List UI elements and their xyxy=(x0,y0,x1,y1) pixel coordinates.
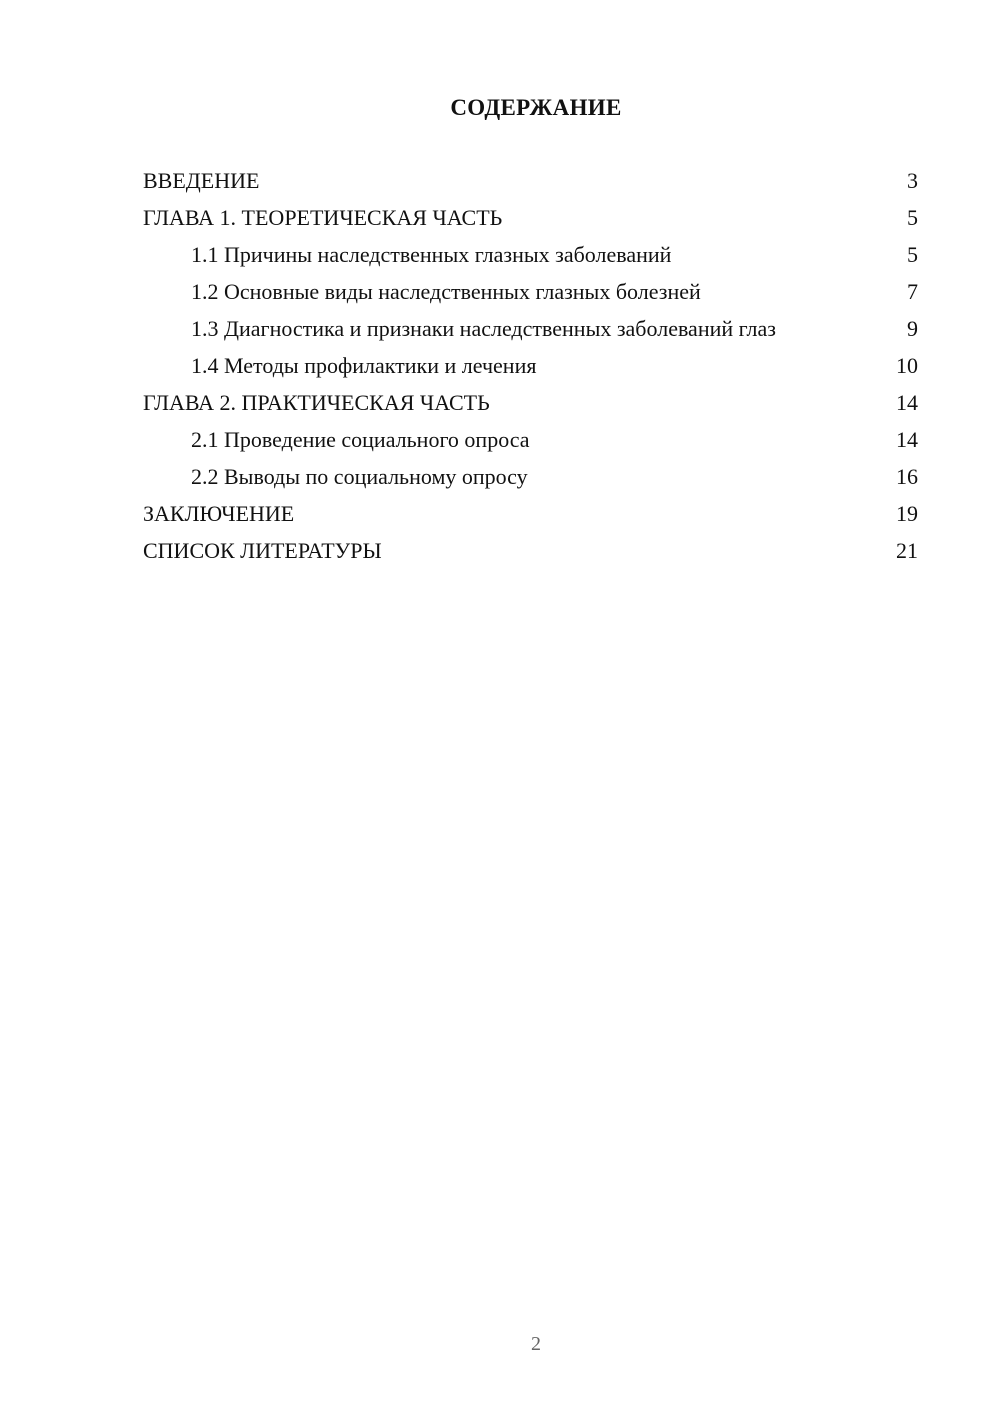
toc-entry-label: 1.4 Методы профилактики и лечения xyxy=(191,353,537,378)
toc-entry-section-2-1[interactable] xyxy=(143,427,918,453)
toc-entry-section-1-4[interactable] xyxy=(143,353,918,379)
toc-entry-section-1-1[interactable] xyxy=(143,242,918,268)
toc-entry-label: 1.3 Диагностика и признаки наследственных заболеваний глаз xyxy=(191,316,776,341)
toc-entry-chapter-2[interactable] xyxy=(143,390,918,416)
toc-entry-page: 19 xyxy=(896,501,918,526)
toc-entry-chapter-1[interactable] xyxy=(143,205,918,231)
toc-entry-label: 2.2 Выводы по социальному опросу xyxy=(191,464,528,489)
toc-entry-references[interactable] xyxy=(143,538,918,564)
toc-entry-page: 5 xyxy=(907,242,918,267)
page-number: 2 xyxy=(531,1333,541,1355)
toc-entry-label: ВВЕДЕНИЕ xyxy=(143,168,260,193)
toc-entry-conclusion[interactable] xyxy=(143,501,918,527)
toc-entry-label: 1.2 Основные виды наследственных глазных болезней xyxy=(191,279,701,304)
toc-entry-introduction[interactable] xyxy=(143,168,918,194)
toc-entry-section-1-3[interactable] xyxy=(143,316,918,342)
toc-entry-label: 2.1 Проведение социального опроса xyxy=(191,427,530,452)
toc-entry-label: ГЛАВА 1. ТЕОРЕТИЧЕСКАЯ ЧАСТЬ xyxy=(143,205,503,230)
toc-entry-label: ЗАКЛЮЧЕНИЕ xyxy=(143,501,295,526)
toc-entry-page: 3 xyxy=(907,168,918,193)
toc-entry-section-2-2[interactable] xyxy=(143,464,918,490)
toc-entry-page: 5 xyxy=(907,205,918,230)
toc-entry-page: 16 xyxy=(896,464,918,489)
toc-entry-page: 14 xyxy=(896,390,918,415)
toc-entry-section-1-2[interactable] xyxy=(143,279,918,305)
page-title: СОДЕРЖАНИЕ xyxy=(450,95,622,120)
toc-entry-label: СПИСОК ЛИТЕРАТУРЫ xyxy=(143,538,382,563)
toc-entry-label: 1.1 Причины наследственных глазных заболеваний xyxy=(191,242,672,267)
toc-entry-page: 7 xyxy=(907,279,918,304)
toc-entry-page: 14 xyxy=(896,427,918,452)
toc-entry-page: 21 xyxy=(896,538,918,563)
table-of-contents xyxy=(143,168,918,575)
toc-entry-page: 9 xyxy=(907,316,918,341)
toc-entry-label: ГЛАВА 2. ПРАКТИЧЕСКАЯ ЧАСТЬ xyxy=(143,390,490,415)
toc-entry-page: 10 xyxy=(896,353,918,378)
